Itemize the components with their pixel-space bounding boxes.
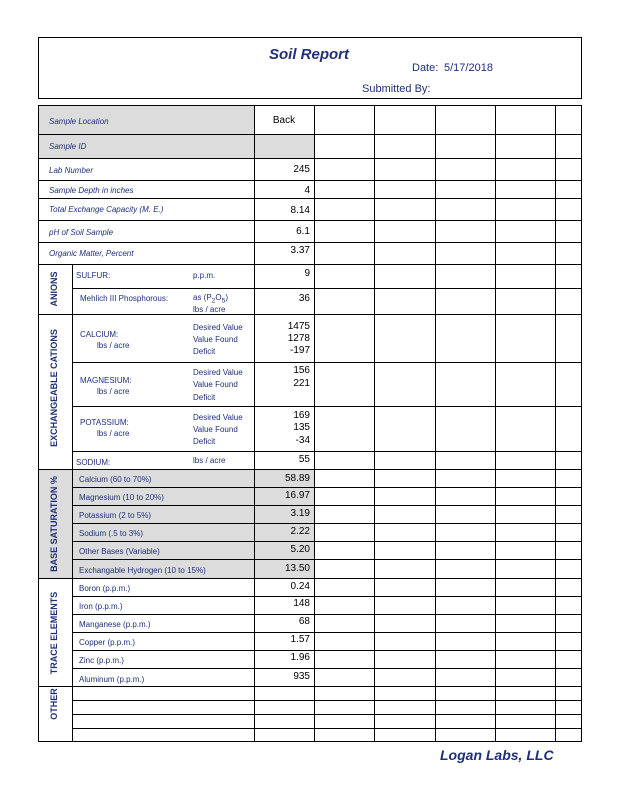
trace-boron-value: 0.24 [290,581,310,592]
date-value: 5/17/2018 [444,62,493,74]
row-divider [72,451,582,452]
sample-depth-label: Sample Depth in inches [49,186,134,195]
trace-aluminum-label: Aluminum (p.p.m.) [79,675,145,684]
row-divider [38,314,582,315]
calcium-found: 1278 [287,333,310,344]
row-divider [72,700,582,701]
trace-copper-label: Copper (p.p.m.) [79,638,136,647]
trace-manganese-label: Manganese (p.p.m.) [79,620,151,629]
column-divider [435,105,436,742]
row-divider [38,578,582,579]
row-divider [72,406,582,407]
row-divider [38,469,582,470]
row-divider [38,686,582,687]
sodium-value: 55 [298,454,310,465]
ph-label: pH of Soil Sample [49,228,114,237]
potassium-found-label: Value Found [193,425,238,434]
other-section-title: OTHER [49,688,59,720]
calcium-deficit: -197 [289,345,310,356]
section-divider [72,264,73,742]
row-divider [72,632,582,633]
row-divider [38,158,582,159]
bs-potassium-label: Potassium (2 to 5%) [79,511,152,520]
row-divider [72,487,582,488]
row-divider [72,288,582,289]
sulfur-value: 9 [304,268,310,279]
row-divider [72,362,582,363]
bs-magnesium-value: 16.97 [284,490,310,501]
row-divider [38,134,582,135]
organic-matter-label: Organic Matter, Percent [49,249,134,258]
organic-matter-value: 3.37 [290,245,310,256]
magnesium-unit: lbs / acre [97,387,130,396]
trace-boron-label: Boron (p.p.m.) [79,584,131,593]
calcium-desired: 1475 [287,321,310,332]
sulfur-label: SULFUR: [76,271,111,280]
tec-value: 8.14 [290,205,310,216]
company-name: Logan Labs, LLC [440,747,554,763]
bs-calcium-label: Calcium (60 to 70%) [79,475,152,484]
sample-depth-value: 4 [304,185,310,196]
row-divider [72,668,582,669]
row-divider [72,541,582,542]
row-divider [72,650,582,651]
bs-sodium-value: 2.22 [290,526,310,537]
trace-elements-section-title: TRACE ELEMENTS [49,591,59,675]
row-divider [72,523,582,524]
calcium-unit: lbs / acre [97,341,130,350]
row-divider [72,505,582,506]
row-divider [72,728,582,729]
bs-hydrogen-label: Exchangable Hydrogen (10 to 15%) [79,566,206,575]
magnesium-found-label: Value Found [193,380,238,389]
cations-section-title: EXCHANGEABLE CATIONS [49,329,59,447]
row-divider [38,264,582,265]
sulfur-unit: p.p.m. [193,271,216,280]
bs-magnesium-label: Magnesium (10 to 20%) [79,493,164,502]
column-divider [495,105,496,742]
potassium-label: POTASSIUM: [80,418,129,427]
tec-label: Total Exchange Capacity (M. E.) [49,205,164,214]
anions-section-title: ANIONS [49,271,59,307]
potassium-desired-label: Desired Value [193,413,243,422]
calcium-found-label: Value Found [193,335,238,344]
calcium-label: CALCIUM: [80,330,119,339]
potassium-unit: lbs / acre [97,429,130,438]
trace-copper-value: 1.57 [290,634,310,645]
bs-potassium-value: 3.19 [290,508,310,519]
trace-aluminum-value: 935 [293,671,310,682]
sample-location-label: Sample Location [49,117,109,126]
shade-row [254,134,314,158]
row-divider [72,596,582,597]
column-divider [555,105,556,742]
potassium-desired: 169 [293,410,310,421]
bs-sodium-label: Sodium (.5 to 3%) [79,529,144,538]
column-divider [314,105,315,742]
report-title: Soil Report [268,46,349,63]
trace-zinc-label: Zinc (p.p.m.) [79,656,124,665]
bs-other-value: 5.20 [290,544,310,555]
calcium-desired-label: Desired Value [193,323,243,332]
trace-manganese-value: 68 [298,616,310,627]
lab-number-value: 245 [293,164,310,175]
lab-number-label: Lab Number [49,166,94,175]
magnesium-label: MAGNESIUM: [80,376,132,385]
row-divider [38,180,582,181]
sample-location-value: Back [272,115,296,126]
row-divider [72,559,582,560]
potassium-found: 135 [293,422,310,433]
trace-iron-value: 148 [293,598,310,609]
row-divider [72,614,582,615]
magnesium-desired: 156 [293,365,310,376]
sample-id-label: Sample ID [49,142,87,151]
row-divider [38,242,582,243]
bs-calcium-value: 58.89 [284,473,310,484]
phosphorus-unit: as $(P_2O_5)$ [193,293,228,305]
sodium-label: SODIUM: [76,458,111,467]
phosphorus-label: Mehlich III Phosphorous: [80,294,169,303]
bs-other-label: Other Bases (Variable) [79,547,160,556]
magnesium-desired-label: Desired Value [193,368,243,377]
sodium-unit: lbs / acre [193,456,226,465]
ph-value: 6.1 [296,226,310,237]
bs-hydrogen-value: 13.50 [284,563,310,574]
magnesium-found: 221 [293,378,310,389]
row-divider [38,198,582,199]
trace-iron-label: Iron (p.p.m.) [79,602,123,611]
phosphorus-unit-lbs: lbs / acre [193,305,226,314]
row-divider [72,714,582,715]
row-divider [38,220,582,221]
potassium-deficit: -34 [295,435,310,446]
calcium-deficit-label: Deficit [193,347,216,356]
phosphorus-value: 36 [298,293,310,304]
potassium-deficit-label: Deficit [193,437,216,446]
trace-zinc-value: 1.96 [290,652,310,663]
magnesium-deficit-label: Deficit [193,393,216,402]
base-saturation-section-title: BASE SATURATION % [49,476,59,572]
date-label: Date: [412,62,439,74]
submitted-by-label: Submitted By: [362,83,431,95]
column-divider [374,105,375,742]
